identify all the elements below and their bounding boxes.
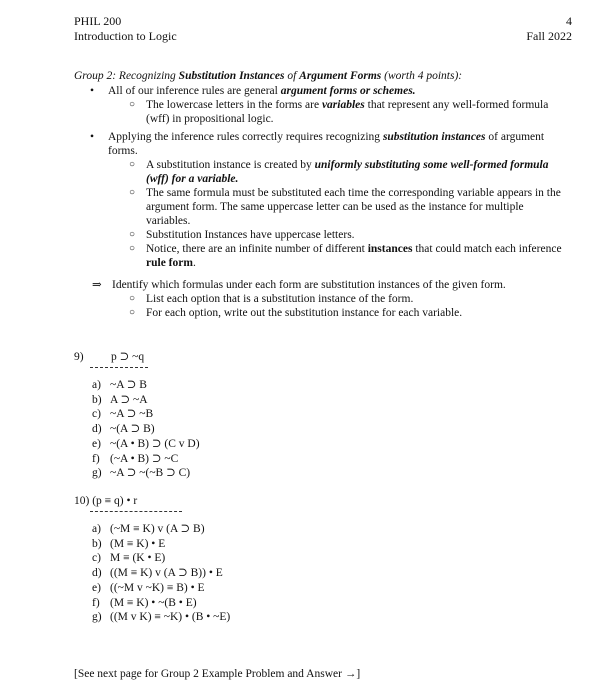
group-title-bold-1: Substitution Instances: [178, 70, 285, 82]
sub-2-1-text: A substitution instance is created by: [146, 159, 315, 171]
q9-option: [92, 466, 200, 481]
option-text: ((M ≡ K) v (A ⊃ B)) • E: [110, 567, 223, 580]
sub-bullet-2-3: [74, 228, 564, 242]
option-label: e): [92, 581, 101, 594]
instruction-sub-1: [92, 292, 572, 306]
option-label: b): [92, 393, 102, 406]
circle-bullet-icon: ○: [129, 243, 136, 254]
q9-option: [92, 378, 200, 393]
option-text: ~(A ⊃ B): [110, 423, 155, 436]
option-text: ((M v K) ≡ ~K) • (B • ~E): [110, 611, 231, 624]
circle-bullet-icon: ○: [129, 229, 136, 240]
option-text: ~A ⊃ B: [110, 379, 147, 391]
option-label: d): [92, 423, 102, 436]
sub-2-4-bold-2: rule form: [146, 257, 193, 269]
q10-option: [92, 551, 230, 566]
sub-2-4-text-b: that could match each inference: [412, 243, 562, 255]
option-label: f): [92, 596, 100, 609]
bullet-2-tail: of argument forms.: [108, 131, 545, 157]
sub-2-4-text-a: Notice, there are an infinite number of different: [146, 243, 368, 255]
bullet-dot-icon: •: [90, 85, 95, 97]
option-label: a): [92, 379, 101, 391]
term: Fall 2022: [526, 29, 572, 43]
q9-option: [92, 437, 200, 452]
option-text: ((~M v ~K) ≡ B) • E: [110, 581, 205, 594]
q9-option: [92, 422, 200, 437]
double-arrow-icon: ⇒: [92, 279, 102, 291]
footer-text: [See next page for Group 2 Example Problem and Answer: [74, 668, 345, 680]
option-text: ~A ⊃ ~(~B ⊃ C): [110, 467, 191, 480]
bullet-1-bold: argument forms or schemes.: [280, 85, 416, 97]
option-text: M ≡ (K • E): [110, 552, 166, 565]
option-label: c): [92, 552, 101, 565]
option-label: a): [92, 523, 101, 535]
header-left: [74, 14, 177, 44]
question-10-number: 10): [74, 495, 90, 507]
sub-bullet-2-2: [74, 186, 564, 228]
option-label: f): [92, 452, 100, 465]
q10-option: [92, 596, 230, 611]
header-right: [526, 14, 572, 44]
sub-1-1-text-b: that represent any well-formed formula (wff) in propositional logic.: [146, 99, 549, 125]
page-number: 4: [566, 14, 572, 28]
option-text: (~A • B) ⊃ ~C: [110, 452, 179, 465]
footer-note: [74, 668, 360, 680]
option-label: b): [92, 537, 102, 550]
course-code: PHIL 200: [74, 14, 122, 28]
sub-2-4-text-c: .: [192, 257, 196, 269]
right-arrow-icon: →: [344, 668, 357, 680]
q10-option: [92, 581, 230, 596]
circle-bullet-icon: ○: [129, 307, 136, 318]
question-9-number: 9): [74, 351, 84, 363]
bullet-item-1: [74, 84, 564, 98]
bullet-dot-icon: •: [90, 131, 95, 143]
question-10-options: [92, 522, 230, 625]
sub-2-1-bold: uniformly substituting some well-formed formula (wff) for a variable.: [146, 159, 549, 185]
q10-option: [92, 566, 230, 581]
bullet-2-text: Applying the inference rules correctly requires recognizing: [108, 131, 383, 143]
group-title-prefix: Group 2: Recognizing: [74, 70, 179, 82]
circle-bullet-icon: ○: [129, 293, 136, 304]
option-text: (M ≡ K) • ~(B • E): [110, 596, 197, 609]
group-title: [74, 70, 462, 82]
group-title-bold-2: Argument Forms: [299, 70, 382, 82]
course-title: Introduction to Logic: [74, 29, 177, 43]
circle-bullet-icon: ○: [129, 187, 136, 198]
question-10-header: [74, 494, 137, 508]
sub-1-1-text-a: The lowercase letters in the forms are: [146, 99, 322, 111]
footer-close: ]: [356, 668, 361, 680]
q10-option: [92, 522, 230, 537]
option-label: c): [92, 408, 101, 421]
instruction-main: [92, 278, 572, 292]
question-9-divider: [90, 367, 148, 368]
instruction-main-text: Identify which formulas under each form are substitution instances of the given form.: [112, 279, 506, 291]
option-text: ~A ⊃ ~B: [110, 408, 154, 421]
option-text: A ⊃ ~A: [110, 393, 148, 406]
q9-option: [92, 393, 200, 408]
group-title-suffix: (worth 4 points):: [381, 70, 463, 82]
q10-option: [92, 610, 230, 625]
option-text: (M ≡ K) • E: [110, 537, 166, 550]
instructions: [92, 278, 572, 320]
question-10-divider: [90, 511, 182, 512]
circle-bullet-icon: ○: [129, 99, 136, 110]
option-label: e): [92, 437, 101, 450]
sub-2-2-text: The same formula must be substituted each time the corresponding variable appears in the argument form. The same uppercase letter can be used as the instance for multiple variables.: [146, 187, 561, 227]
option-label: g): [92, 611, 102, 624]
instruction-sub-2: [92, 306, 572, 320]
bullet-2-bold: substitution instances: [382, 131, 486, 143]
sub-2-4-bold-1: instances: [367, 243, 413, 255]
sub-bullet-2-4: [74, 242, 564, 270]
bullet-1-text: All of our inference rules are general: [108, 85, 281, 97]
sub-bullet-2-1: [74, 158, 564, 186]
option-label: d): [92, 567, 102, 580]
circle-bullet-icon: ○: [129, 159, 136, 170]
instruction-sub-1-text: List each option that is a substitution instance of the form.: [146, 293, 414, 305]
bullet-item-2: [74, 130, 564, 158]
question-9-options: [92, 378, 200, 481]
option-text: ~(A • B) ⊃ (C v D): [110, 437, 200, 450]
bullet-list: [74, 84, 564, 270]
option-text: (~M ≡ K) v (A ⊃ B): [110, 523, 205, 535]
sub-bullet-1-1: [74, 98, 564, 126]
question-10-form: (p ≡ q) • r: [92, 495, 138, 507]
question-9-form: p ⊃ ~q: [111, 351, 145, 363]
option-label: g): [92, 467, 102, 480]
q10-option: [92, 537, 230, 552]
sub-1-1-bold: variables: [321, 99, 365, 111]
sub-2-3-text: Substitution Instances have uppercase letters.: [146, 229, 355, 241]
instruction-sub-2-text: For each option, write out the substitution instance for each variable.: [146, 307, 463, 319]
q9-option: [92, 407, 200, 422]
q9-option: [92, 452, 200, 467]
group-title-mid: of: [284, 70, 300, 82]
